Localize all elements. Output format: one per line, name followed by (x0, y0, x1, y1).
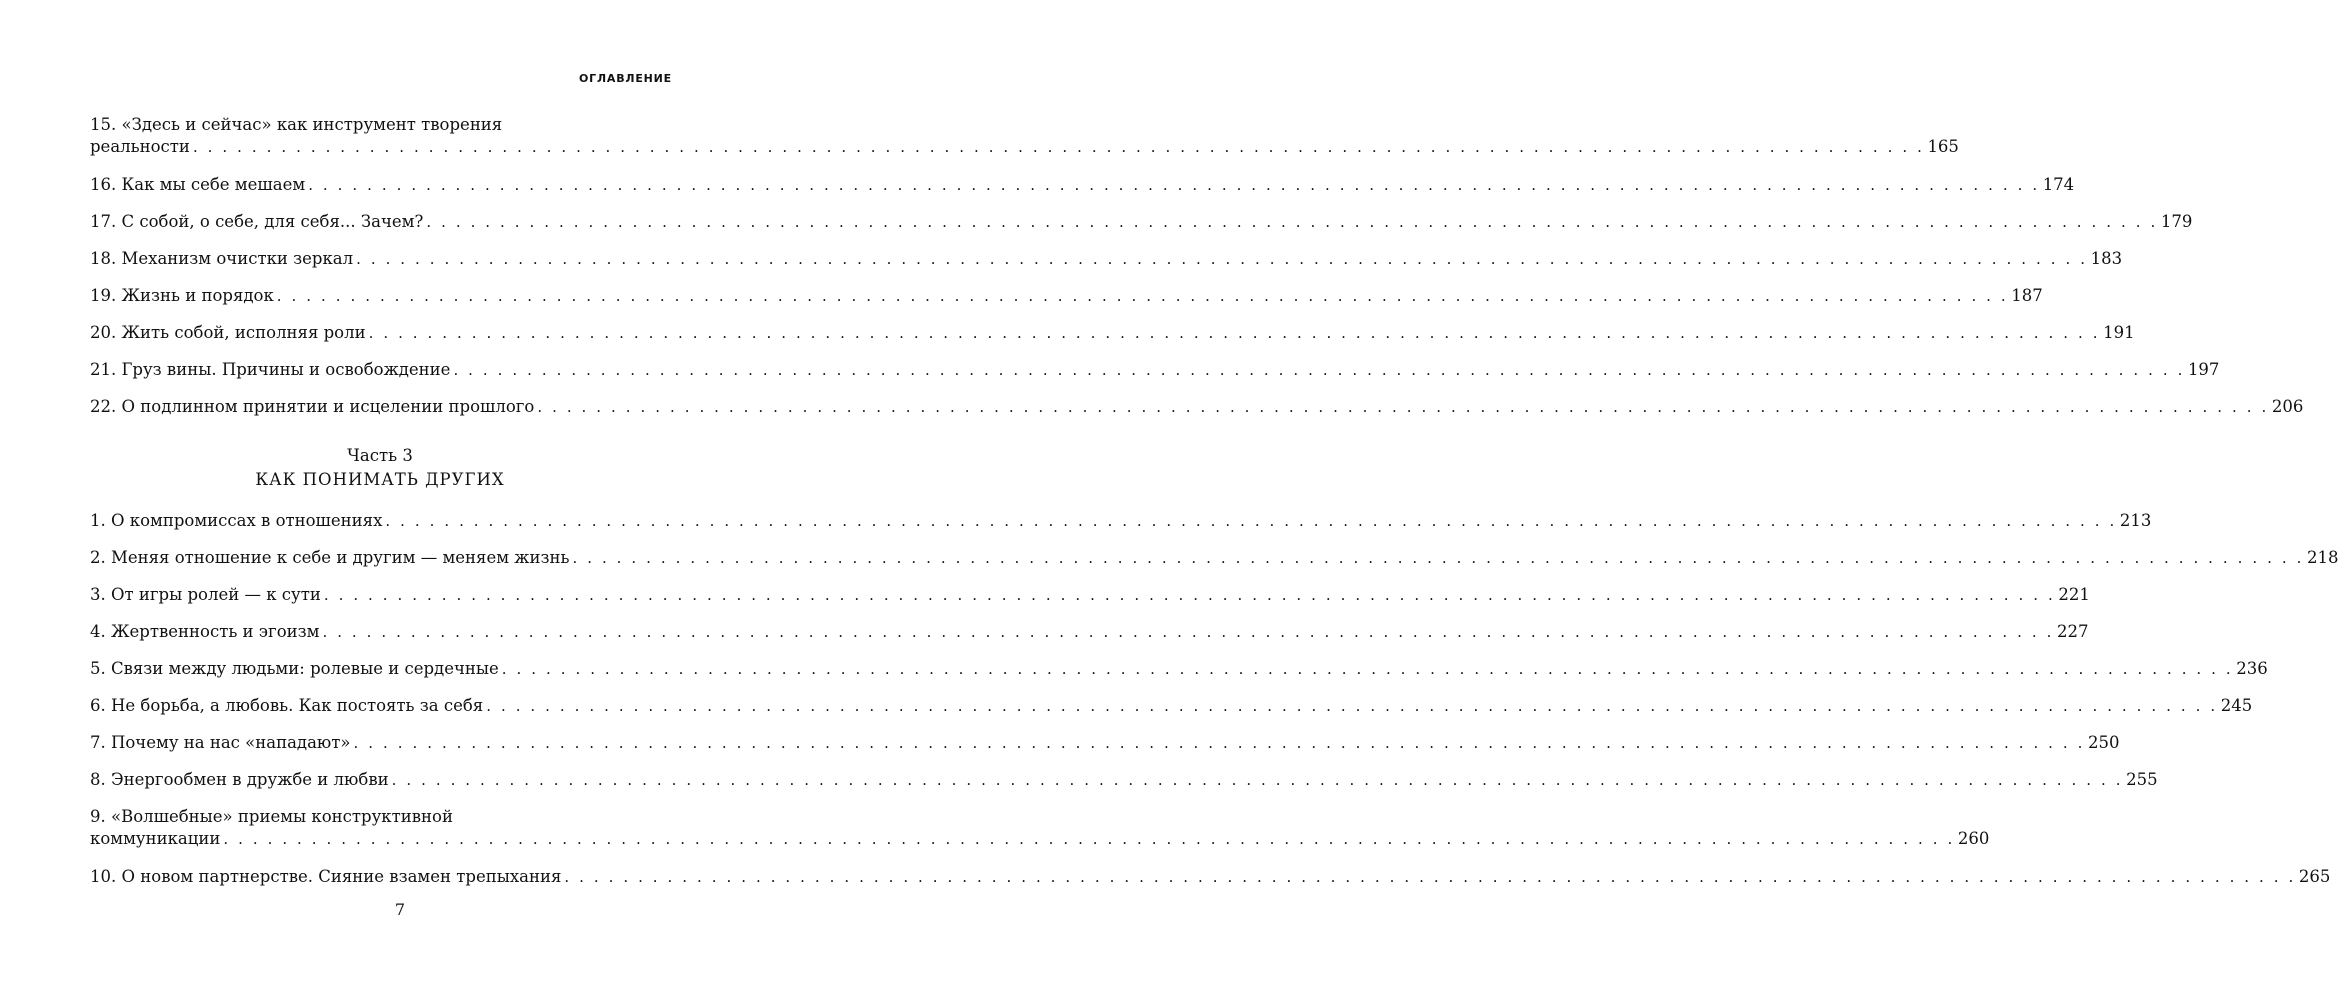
part-heading (90, 444, 670, 492)
toc-entry-page: 260 (1957, 829, 1990, 848)
toc-entry-15[interactable] (90, 114, 1959, 158)
dot-leader (426, 211, 2158, 233)
toc-entry-title: реальности (90, 137, 190, 156)
toc-entry-title: 3. От игры ролей — к сути (90, 585, 321, 604)
toc-entry-page: 213 (2119, 511, 2152, 530)
toc-entry-page: 236 (2236, 659, 2268, 678)
part-label: Часть 3 (347, 446, 413, 465)
toc-entry-page: 187 (2011, 286, 2043, 305)
dot-leader (385, 510, 2117, 532)
toc-entry-title: 18. Механизм очистки зеркал (90, 249, 354, 268)
toc-entry-page: 191 (2103, 323, 2135, 342)
toc-entry-p3-5[interactable] (90, 658, 2268, 680)
toc-entry-title: 6. Не борьба, а любовь. Как постоять за себя (90, 696, 484, 715)
toc-entry-page: 265 (2298, 867, 2331, 886)
dot-leader (193, 136, 1925, 158)
toc-part3 (90, 510, 2338, 888)
dot-leader (392, 769, 2124, 791)
toc-entry-page: 183 (2090, 249, 2123, 268)
dot-leader (356, 248, 2088, 270)
toc-entry-title: коммуникации (90, 829, 221, 848)
dot-leader (354, 732, 2086, 754)
toc-entry-p3-3[interactable] (90, 584, 2090, 606)
toc-entry-page: 206 (2271, 397, 2304, 416)
dot-leader (502, 658, 2234, 680)
dot-leader (486, 695, 2218, 717)
toc-entry-p3-8[interactable] (90, 769, 2158, 791)
toc-entry-title: 4. Жертвенность и эгоизм (90, 622, 320, 641)
dot-leader (369, 322, 2101, 344)
part-title: КАК ПОНИМАТЬ ДРУГИХ (255, 470, 505, 489)
toc-entry-page: 165 (1927, 137, 1959, 156)
toc-entry-page: 227 (2056, 622, 2089, 641)
toc-entry-20[interactable] (90, 322, 2135, 344)
toc-entry-title: 1. О компромиссах в отношениях (90, 511, 383, 530)
toc-entry-title-first-line: 9. «Волшебные» приемы конструктивной (90, 807, 453, 826)
toc-entry-p3-4[interactable] (90, 621, 2089, 643)
dot-leader (308, 174, 2040, 196)
toc-entry-title: 5. Связи между людьми: ролевые и сердечные (90, 659, 499, 678)
toc-entry-page: 197 (2187, 360, 2220, 379)
toc-part2 (90, 114, 2304, 418)
toc-entry-page: 245 (2220, 696, 2253, 715)
toc-entry-page: 255 (2126, 770, 2158, 789)
dot-leader (277, 285, 2009, 307)
toc-entry-title: 7. Почему на нас «нападают» (90, 733, 351, 752)
toc-entry-title: 20. Жить собой, исполняя роли (90, 323, 366, 342)
toc-entry-p3-1[interactable] (90, 510, 2152, 532)
toc-entry-page: 179 (2160, 212, 2193, 231)
toc-entry-title: 17. С собой, о себе, для себя... Зачем? (90, 212, 424, 231)
toc-entry-p3-6[interactable] (90, 695, 2253, 717)
toc-entry-18[interactable] (90, 248, 2123, 270)
toc-entry-title: 22. О подлинном принятии и исцелении прошлого (90, 397, 535, 416)
toc-entry-title: 21. Груз вины. Причины и освобождение (90, 360, 451, 379)
dot-leader (537, 396, 2269, 418)
toc-entry-page: 218 (2306, 548, 2338, 567)
toc-entry-p3-10[interactable] (90, 866, 2331, 888)
toc-entry-title: 16. Как мы себе мешаем (90, 175, 306, 194)
dot-leader (572, 547, 2304, 569)
running-header: ОГЛАВЛЕНИЕ (579, 72, 672, 85)
page-number: 7 (394, 900, 406, 919)
dot-leader (453, 359, 2185, 381)
toc-entry-p3-9[interactable] (90, 806, 1990, 850)
dot-leader (223, 828, 1955, 850)
toc-entry-title-first-line: 15. «Здесь и сейчас» как инструмент творения (90, 115, 503, 134)
toc-entry-title: 19. Жизнь и порядок (90, 286, 274, 305)
toc-entry-page: 250 (2088, 733, 2120, 752)
toc-entry-page: 221 (2058, 585, 2090, 604)
toc-entry-16[interactable] (90, 174, 2075, 196)
dot-leader (324, 584, 2056, 606)
toc-entry-title: 2. Меняя отношение к себе и другим — меняем жизнь (90, 548, 570, 567)
toc-entry-p3-7[interactable] (90, 732, 2120, 754)
dot-leader (564, 866, 2296, 888)
toc-entry-19[interactable] (90, 285, 2043, 307)
toc-entry-17[interactable] (90, 211, 2193, 233)
toc-entry-22[interactable] (90, 396, 2304, 418)
toc-entry-21[interactable] (90, 359, 2220, 381)
dot-leader (322, 621, 2054, 643)
toc-entry-p3-2[interactable] (90, 547, 2338, 569)
toc-entry-title: 8. Энергообмен в дружбе и любви (90, 770, 389, 789)
toc-entry-title: 10. О новом партнерстве. Сияние взамен трепыхания (90, 867, 562, 886)
toc-entry-page: 174 (2042, 175, 2075, 194)
